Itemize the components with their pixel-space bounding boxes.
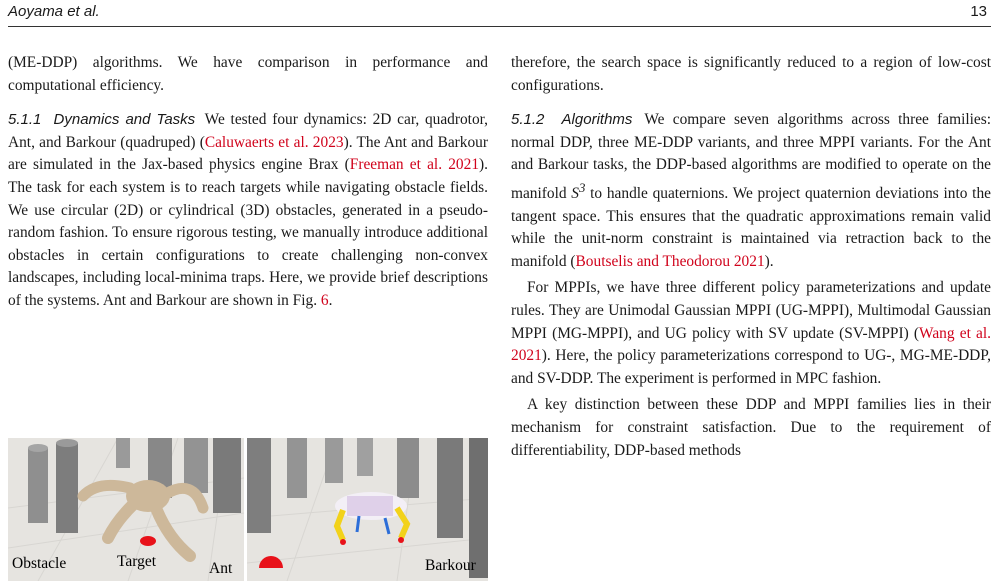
page-number: 13 <box>970 3 987 20</box>
paragraph <box>511 394 991 462</box>
subsection-heading <box>511 111 632 128</box>
target-marker <box>140 536 156 546</box>
citation-link[interactable]: Wang et al. 2021 <box>511 324 991 365</box>
subsection-number: 5.1.1 <box>8 111 42 129</box>
subsection-title: Dynamics and Tasks <box>53 111 196 129</box>
paragraph-text: to handle quaternions. We project quaternion deviations into the tangent space. This ensures that the quadratic approximations remain valid while the unit-norm constraint is maintained via retraction back to the manifold ( <box>511 185 991 270</box>
figure-label-barkour: Barkour <box>425 557 476 574</box>
paragraph-text: (ME-DDP) algorithms. We have comparison in performance and computational efficiency. <box>8 54 488 94</box>
paragraph <box>511 277 991 390</box>
right-column <box>511 52 991 462</box>
paragraph-text: ). Here, the policy parameterizations correspond to UG-, MG-ME-DDP, and SV-DDP. The experiment is performed in MPC fashion. <box>511 347 991 387</box>
figure-label-obstacle: Obstacle <box>12 555 67 572</box>
paragraph-text: For MPPIs, we have three different policy parameterizations and update rules. They are Unimodal Gaussian MPPI (UG-MPPI), Multimodal Gaussian MPPI (MG-MPPI), and UG policy with SV update (SV-MPPI) ( <box>511 279 991 342</box>
left-column <box>8 52 488 313</box>
figure-ref-link[interactable]: 6 <box>320 291 329 309</box>
figure-label-target: Target <box>117 553 157 570</box>
paragraph <box>8 109 488 312</box>
subsection-number: 5.1.2 <box>511 111 545 129</box>
subsection-title: Algorithms <box>561 111 633 129</box>
paragraph-text: We tested four dynamics: 2D car, quadrotor, Ant, and Barkour (quadruped) ( <box>8 111 489 151</box>
figure-ant-render <box>8 438 244 581</box>
citation-link[interactable]: Caluwaerts et al. 2023 <box>204 133 344 151</box>
paragraph-text: . <box>328 291 333 309</box>
paragraph-text: ). The task for each system is to reach targets while navigating obstacle fields. We use circular (2D) or cylindrical (3D) obstacles, generated in a pseudo-random fashion. To ensure rigorous testing, we manually introduce additional obstacles in certain configurations to create challenging non-convex landscapes, including local-minima traps. Here, we provide brief descriptions of the systems. Ant and Barkour are shown in Fig. <box>8 156 488 309</box>
page-header <box>8 0 991 27</box>
manifold-symbol: $S^3$ <box>571 180 586 203</box>
paragraph-text: We compare seven algorithms across three families: normal DDP, three ME-DDP variants, and three MPPI variants. For the Ant and Barkour tasks, the DDP-based algorithms are modified to operate on the manifold <box>511 111 991 203</box>
citation-link[interactable]: Boutselis and Theodorou 2021 <box>575 252 765 270</box>
citation-link[interactable]: Freeman et al. 2021 <box>349 156 480 174</box>
paragraph <box>8 52 488 97</box>
paragraph-text: ). <box>764 252 774 270</box>
figure-label-ant: Ant <box>209 560 233 577</box>
paragraph-text: therefore, the search space is significantly reduced to a region of low-cost configurations. <box>511 54 991 94</box>
paragraph <box>511 52 991 97</box>
paragraph <box>511 109 991 273</box>
paragraph-text: A key distinction between these DDP and MPPI families lies in their mechanism for constraint satisfaction. Due to the requirement of differentiability, DDP-based methods <box>511 396 991 459</box>
paragraph-text: ). The Ant and Barkour are simulated in the Jax-based physics engine Brax ( <box>8 133 489 174</box>
figure-barkour-render <box>247 438 488 581</box>
manifold-exponent: 3 <box>579 180 586 195</box>
subsection-heading <box>8 111 195 128</box>
running-head-authors: Aoyama et al. <box>8 3 100 20</box>
